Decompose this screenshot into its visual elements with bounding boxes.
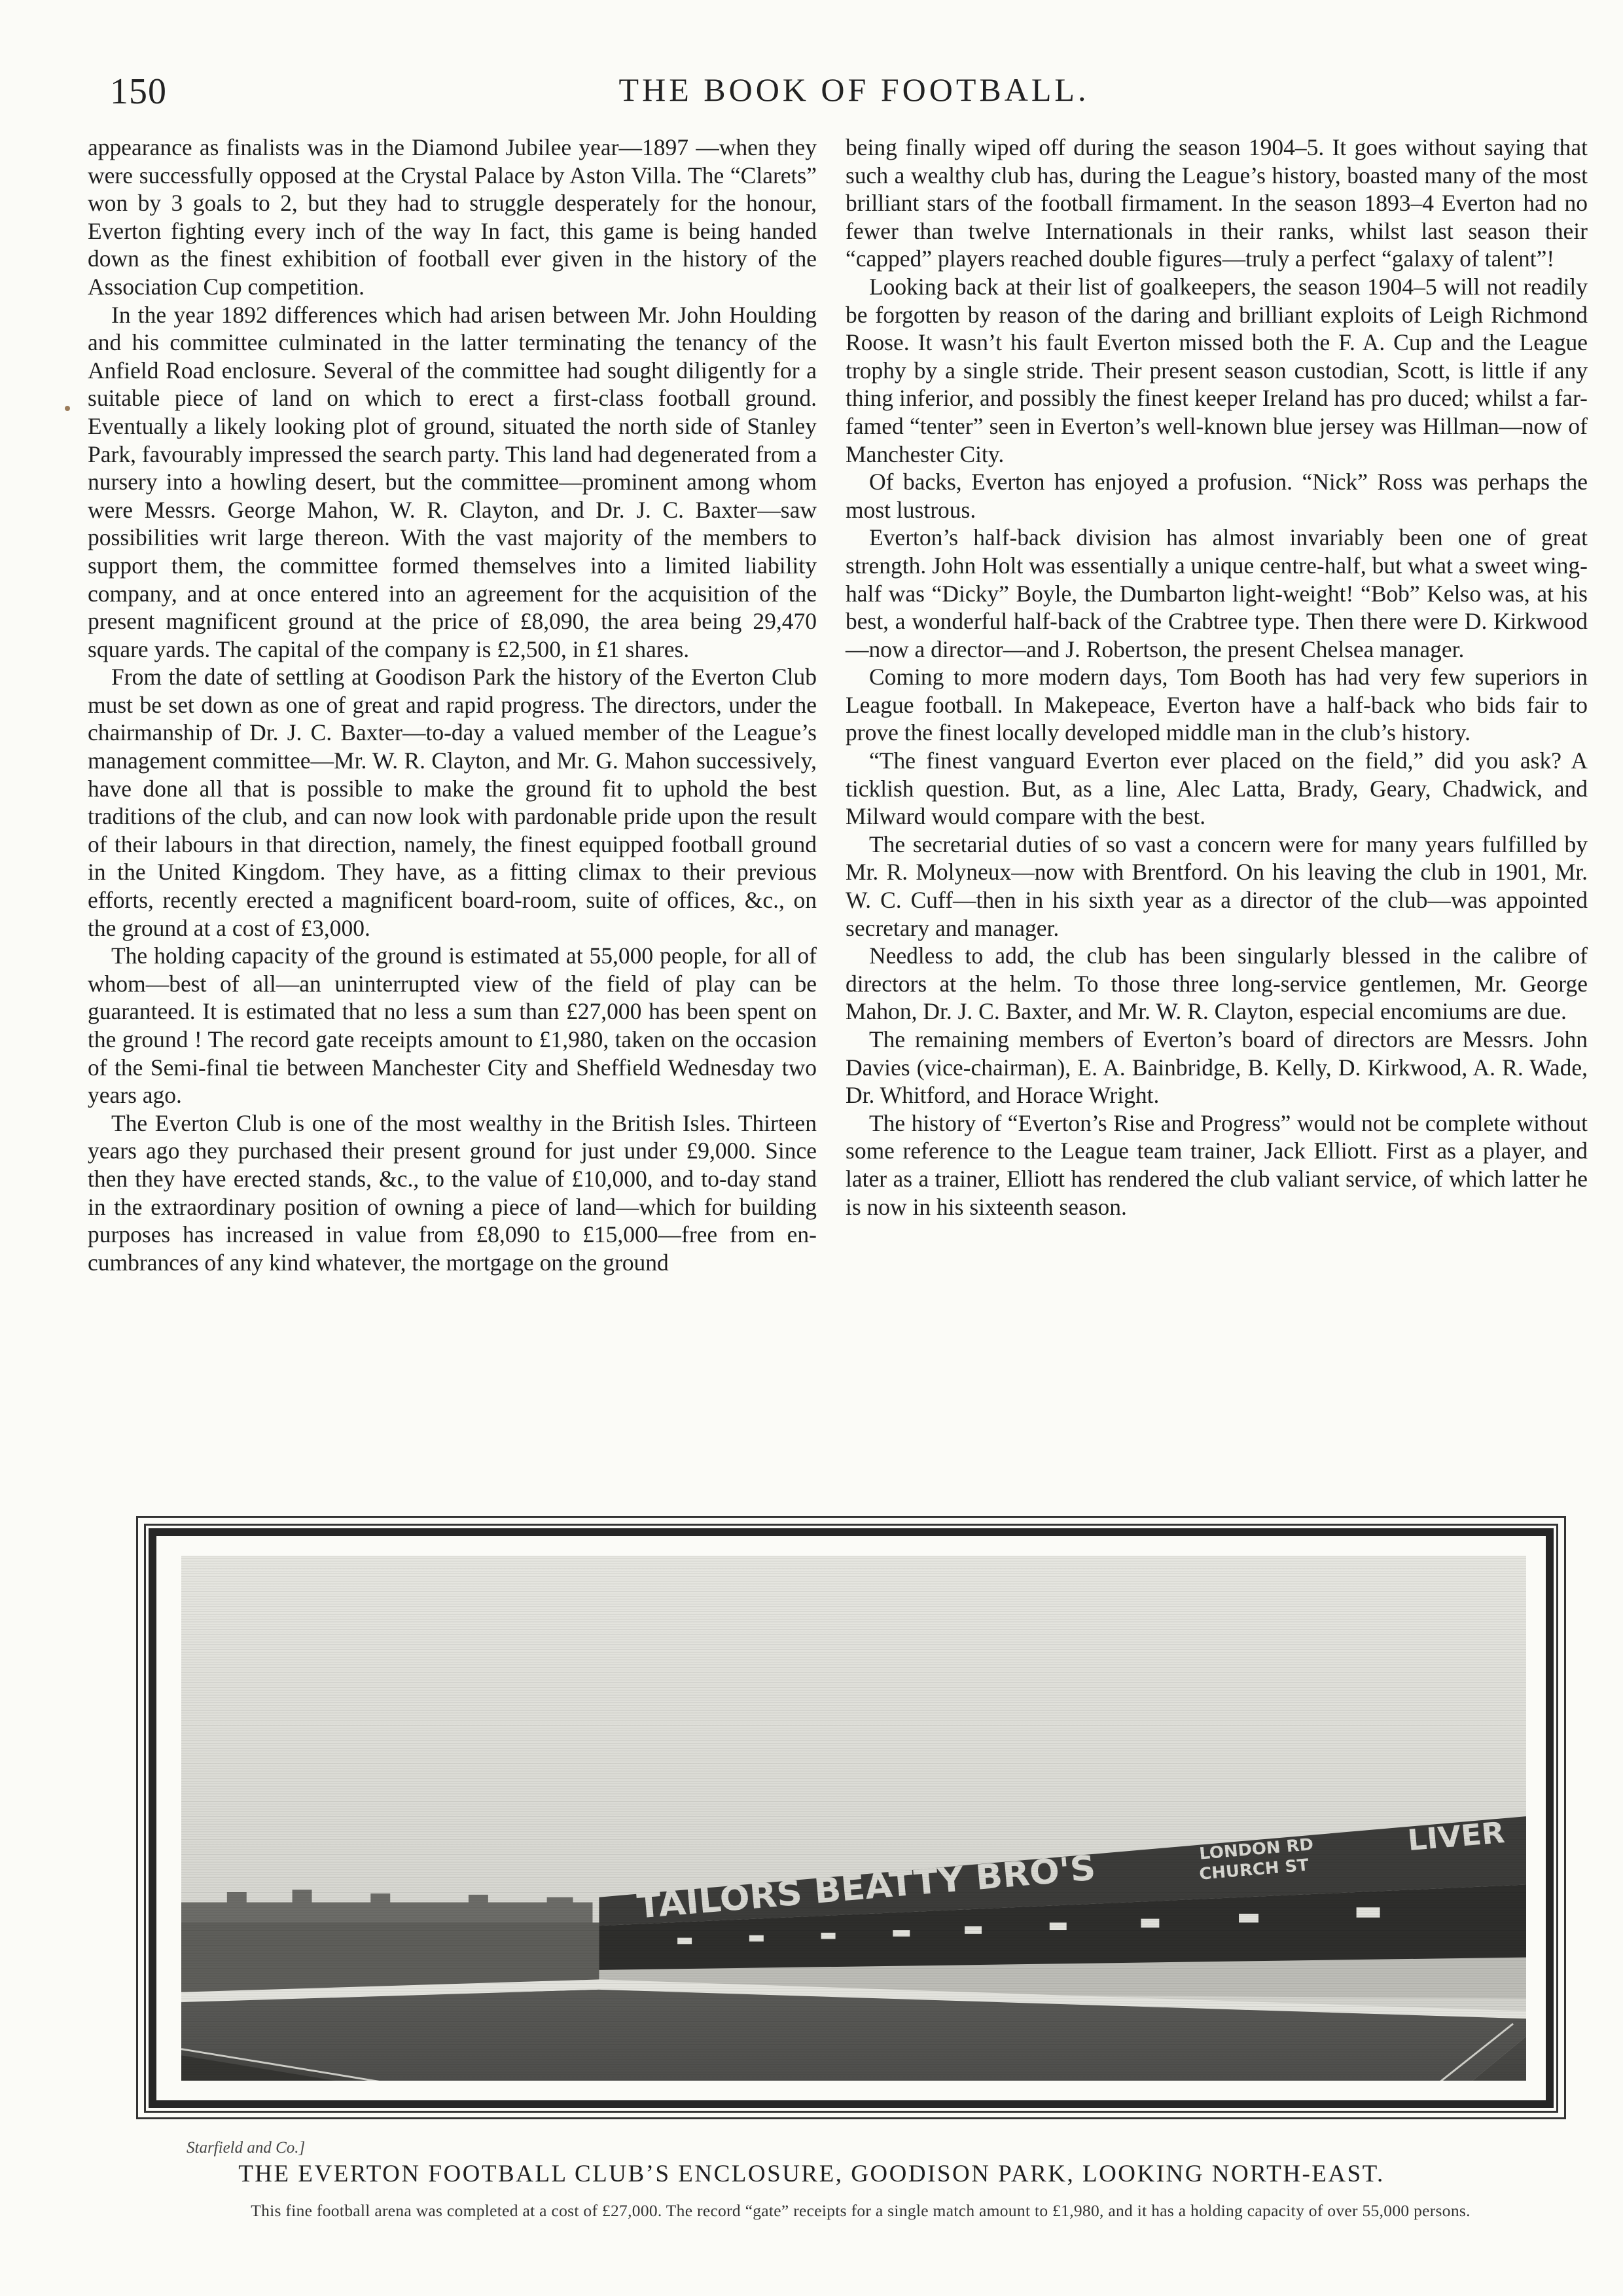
paragraph: The remaining members of Everton’s board of directors are Messrs. John Davies (vice-chairman), E. A. Bainbridge, B. Kelly, D. Kirkwood, A. R. Wade, Dr. Whitford, and Horace Wright. <box>846 1026 1588 1109</box>
photo-frame <box>136 1516 1566 2119</box>
running-title: THE BOOK OF FOOTBALL. <box>618 71 1090 108</box>
paragraph: Coming to more modern days, Tom Booth has had very few superiors in League football. In Makepeace, Everton have a half-back who bids fair to prove the finest locally developed middle man in the club’s history. <box>846 664 1588 746</box>
paragraph: Of backs, Everton has enjoyed a profusion. “Nick” Ross was perhaps the most lustrous. <box>846 469 1588 523</box>
photo-inner-border <box>149 1528 1554 2108</box>
stadium-illustration <box>181 1556 1526 2081</box>
paragraph: The Everton Club is one of the most wealthy in the British Isles. Thirteen years ago they purchased their present ground for just under £9,000. Since then they have erected stands, &c., to the value of £10,000, and to-day stand in the extraordinary position of owning a piece of land—which for building purposes has increased in value from £8,090 to £15,000—free from encumbrances of any kind whatever, the mortgage on the ground <box>88 1109 817 1276</box>
left-column <box>88 134 817 1276</box>
right-column <box>846 134 1588 1221</box>
paragraph: Looking back at their list of goalkeepers, the season 1904–5 will not readily be forgotten by reason of the daring and brilliant exploits of Leigh Richmond Roose. It wasn’t his fault Everton missed both the F. A. Cup and the League trophy by a single stride. Their present season custodian, Scott, is little if any thing inferior, and possibly the finest keeper Ireland has pro duced; whilst a far-famed “tenter” seen in Everton’s well-known blue jersey was Hillman—now of Manchester City. <box>846 273 1588 467</box>
figure-caption-text: This fine football arena was completed at a cost of £27,000. The record “gate” receipts for a single match amount to £1,980, and it has a holding capacity of over 55,000 persons. <box>251 2201 1471 2220</box>
paragraph: The holding capacity of the ground is estimated at 55,000 people, for all of whom—best of all—an uninterrupted view of the field of play can be guaranteed. It is estimated that no less a sum than £27,000 has been spent on the ground ! The record gate receipts amount to £1,980, taken on the occasion of the Semi-final tie between Manchester City and Sheffield Wednesday two years ago. <box>88 942 817 1109</box>
figure-caption-title: THE EVERTON FOOTBALL CLUB’S ENCLOSURE, GOODISON PARK, LOOKING NORTH-EAST. <box>238 2161 1385 2187</box>
stadium-photograph <box>181 1556 1526 2081</box>
paragraph: appearance as finalists was in the Diamond Jubilee year—1897 —when they were successfully opposed at the Crystal Palace by Aston Villa. The “Clarets” won by 3 goals to 2, but they had to struggle desperately for the honour, Everton fighting every inch of the way In fact, this game is being handed down as the finest exhibition of football ever given in the history of the Association Cup competition. <box>88 134 817 300</box>
paragraph: Needless to add, the club has been singularly blessed in the calibre of directors at the helm. To those three long-service gentlemen, Mr. George Mahon, Dr. J. C. Baxter, and Mr. W. R. Clayton, especial encomiums are due. <box>846 942 1588 1025</box>
photo-credit: Starfield and Co.] <box>187 2139 306 2157</box>
paragraph: The secretarial duties of so vast a concern were for many years fulfilled by Mr. R. Molyneux—now with Brentford. On his leaving the club in 1901, Mr. W. C. Cuff—then in his sixth year as a director of the club—was appointed secretary and manager. <box>846 831 1588 941</box>
paragraph: From the date of settling at Goodison Park the history of the Everton Club must be set down as one of great and rapid progress. The directors, under the chairmanship of Dr. J. C. Baxter—to-day a valued member of the League’s management committee—Mr. W. R. Clayton, and Mr. G. Mahon successively, have done all that is possible to make the ground fit to uphold the best traditions of the club, and can now look with pardonable pride upon the result of their labours in that direction, namely, the finest equipped football ground in the United Kingdom. They have, as a fitting climax to their previous efforts, recently erected a magnificent board-room, suite of offices, &c., on the ground at a cost of £3,000. <box>88 664 817 941</box>
paragraph: The history of “Everton’s Rise and Progress” would not be complete without some reference to the League team trainer, Jack Elliott. First as a player, and later as a trainer, Elliott has rendered the club valiant service, of which latter he is now in his sixteenth season. <box>846 1109 1588 1220</box>
paragraph: In the year 1892 differences which had arisen between Mr. John Houlding and his committee culminated in the latter terminating the tenancy of the Anfield Road enclosure. Several of the committee had sought diligently for a suitable piece of land on which to erect a first-class football ground. Eventually a likely looking plot of ground, situated the north side of Stanley Park, favourably impressed the search party. This land had degenerated from a nursery into a howling desert, but the committee—prominent among whom were Messrs. George Mahon, W. R. Clayton, and Dr. J. C. Baxter—saw possibilities writ large thereon. With the vast majority of the members to support them, the committee formed themselves into a limited liability company, and at once entered into an agreement for the acquisition of the present magnificent ground at the price of £8,090, the area being 29,470 square yards. The capital of the company is £2,500, in £1 shares. <box>88 301 817 662</box>
paragraph: “The finest vanguard Everton ever placed on the field,” did you ask? A ticklish question. But, as a line, Alec Latta, Brady, Geary, Chadwick, and Milward would compare with the best. <box>846 747 1588 830</box>
page-number: 150 <box>110 71 167 112</box>
paragraph: Everton’s half-back division has almost invariably been one of great strength. John Holt was essentially a unique centre-half, but what a sweet wing-half was “Dicky” Boyle, the Dumbarton light-weight! “Bob” Kelso was, at his best, a wonderful half-back of the Crabtree type. Then there were D. Kirkwood—now a director—and J. Robertson, the present Chelsea manager. <box>846 524 1588 662</box>
paragraph: being finally wiped off during the season 1904–5. It goes without saying that such a wealthy club has, during the League’s history, boasted many of the most brilliant stars of the football firmament. In the season 1893–4 Everton had no fewer than twelve Internationals in their ranks, whilst last season their “capped” players reached double figures—truly a perfect “galaxy of talent”! <box>846 134 1588 272</box>
running-header <box>0 71 1623 109</box>
margin-speck <box>65 406 70 411</box>
